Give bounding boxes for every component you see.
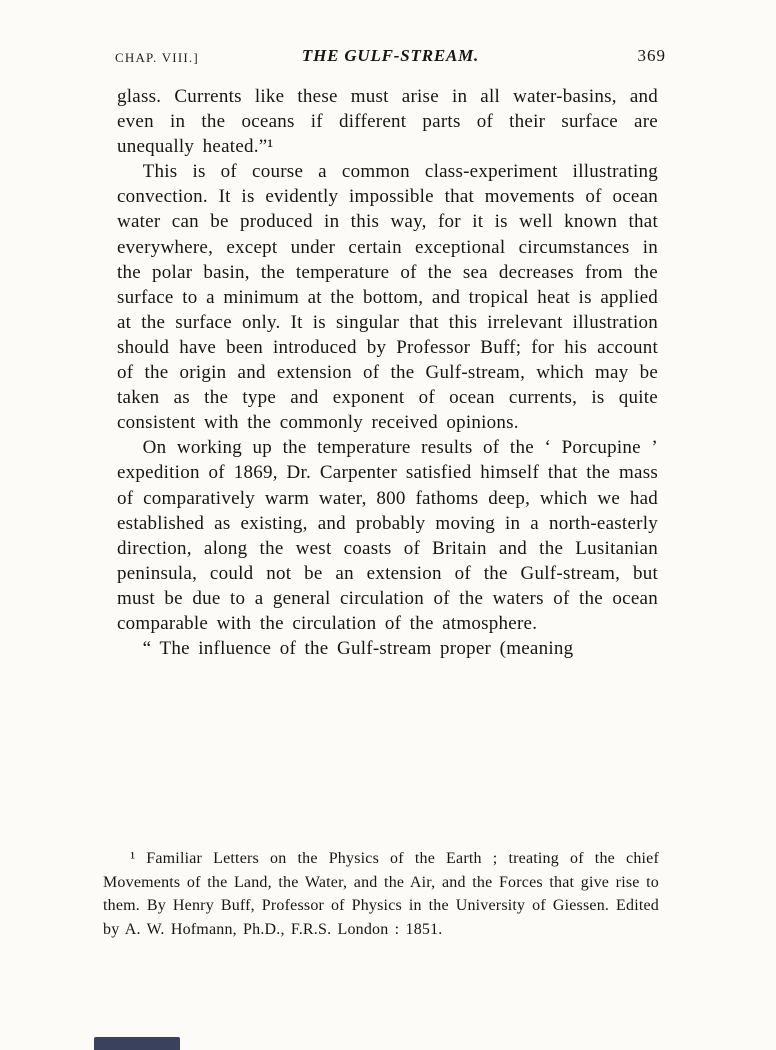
paragraph: On working up the temperature results of the ‘ Porcupine ’ expedition of 1869, Dr. Carpenter satisfied himself that the mass of comparatively warm water, 800 fathoms deep, which we had established as existing, and probably moving in a north-easterly direction, along the west coasts of Britain and the Lusitanian peninsula, could not be an extension of the Gulf-stream, but must be due to a general circulation of the waters of the ocean comparable with the circulation of the atmosphere. xyxy=(117,437,658,634)
paragraph: This is of course a common class-experiment illustrating convection. It is evidently impossible that movements of ocean water can be produced in this way, for it is well known that everywhere, except under certain exceptional circumstances in the polar basin, the temperature of the sea decreases from the surface to a minimum at the bottom, and tropical heat is applied at the surface only. It is singular that this irrelevant illustration should have been introduced by Professor Buff; for his account of the origin and extension of the Gulf-stream, which may be taken as the type and exponent of ocean currents, is quite consistent with the commonly received opinions. xyxy=(117,161,658,434)
paragraph-quote-start: “ The influence of the Gulf-stream proper (meaning xyxy=(142,638,574,660)
body-text xyxy=(117,84,658,661)
page-number: 369 xyxy=(637,46,666,65)
footnote xyxy=(103,847,659,941)
running-head xyxy=(115,44,666,66)
chapter-label: CHAP. VIII.] xyxy=(115,50,199,65)
scan-artifact xyxy=(94,1037,180,1050)
running-title: THE GULF-STREAM. xyxy=(301,46,480,65)
footnote-text: ¹ Familiar Letters on the Physics of the Earth ; treating of the chief Movements of the Land, the Water, and the Air, and the Forces that give rise to them. By Henry Buff, Professor of Physics in the University of Giessen. Edited by A. W. Hofmann, Ph.D., F.R.S. London : 1851. xyxy=(103,850,659,938)
paragraph-continuation: glass. Currents like these must arise in all water-basins, and even in the oceans if different parts of their surface are unequally heated.”¹ xyxy=(117,86,658,158)
